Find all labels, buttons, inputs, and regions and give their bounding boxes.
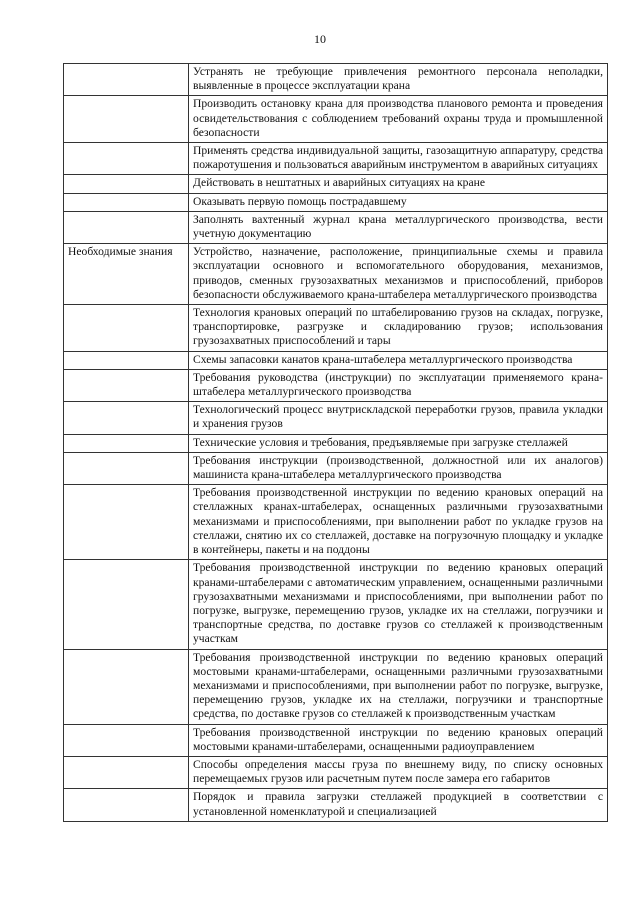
row-label — [64, 756, 189, 788]
row-label — [64, 485, 189, 560]
section-label-knowledge: Необходимые знания — [64, 244, 189, 305]
table-row — [64, 560, 608, 649]
row-label — [64, 402, 189, 434]
requirements-table — [63, 63, 608, 822]
table-row — [64, 434, 608, 452]
row-text: Требования производственной инструкции по ведению крановых операций мостовыми кранами-штабелерами, оснащенными различными грузозахватными механизмами и приспособлениями, при выполнении работ по погрузке, выгрузке, перемещению грузов, укладке их на стеллажи, погрузчики и транспортные средства, по доставке грузов со стеллажей к производственным участкам — [189, 649, 608, 724]
table-row — [64, 143, 608, 175]
table-row — [64, 211, 608, 243]
table-row — [64, 485, 608, 560]
row-text: Требования производственной инструкции по ведению крановых операций кранами-штабелерами с автоматическим управлением, оснащенными различными грузозахватными механизмами и приспособлениями, при выполнении работ по погрузке, выгрузке, перемещению грузов, укладке их на стеллажи, погрузчики и транспортные средства, по доставке грузов со стеллажей к производственным участкам — [189, 560, 608, 649]
table-row — [64, 175, 608, 193]
row-text: Требования инструкции (производственной, должностной или их аналогов) машиниста крана-штабелера металлургического производства — [189, 452, 608, 484]
row-text: Действовать в нештатных и аварийных ситуациях на кране — [189, 175, 608, 193]
row-label — [64, 175, 189, 193]
row-text: Заполнять вахтенный журнал крана металлургического производства, вести учетную документацию — [189, 211, 608, 243]
table-row — [64, 305, 608, 352]
table-row — [64, 351, 608, 369]
row-label — [64, 351, 189, 369]
row-text: Требования производственной инструкции по ведению крановых операций на стеллажных кранах-штабелерах, оснащенных различными грузозахватными механизмами и приспособлениями, при выполнении работ по укладке грузов на стеллажи, снятию их со стеллажей, доставке на погрузочную площадку и укладке в контейнеры, пакеты и на поддоны — [189, 485, 608, 560]
row-text: Устранять не требующие привлечения ремонтного персонала неполадки, выявленные в процессе эксплуатации крана — [189, 64, 608, 96]
table-row — [64, 96, 608, 143]
row-text: Технология крановых операций по штабелированию грузов на складах, погрузке, транспортировке, разгрузке и складированию грузов; использования грузозахватных приспособлений и тары — [189, 305, 608, 352]
row-label — [64, 64, 189, 96]
row-label — [64, 560, 189, 649]
row-label — [64, 369, 189, 401]
table-row — [64, 649, 608, 724]
table-row — [64, 756, 608, 788]
row-label — [64, 649, 189, 724]
row-text: Оказывать первую помощь пострадавшему — [189, 193, 608, 211]
row-text: Способы определения массы груза по внешнему виду, по списку основных перемещаемых грузов или расчетным путем после замера его габаритов — [189, 756, 608, 788]
row-text: Требования руководства (инструкции) по эксплуатации применяемого крана-штабелера металлургического производства — [189, 369, 608, 401]
row-text: Применять средства индивидуальной защиты, газозащитную аппаратуру, средства пожаротушения и пользоваться аварийным инструментом в аварийных ситуациях — [189, 143, 608, 175]
row-text: Устройство, назначение, расположение, принципиальные схемы и правила эксплуатации основного и вспомогательного оборудования, механизмов, приводов, сменных грузозахватных механизмов и приспособлений, приборов безопасности обслуживаемого крана-штабелера металлургического производства — [189, 244, 608, 305]
table-row — [64, 724, 608, 756]
row-text: Схемы запасовки канатов крана-штабелера металлургического производства — [189, 351, 608, 369]
row-label — [64, 143, 189, 175]
row-text: Порядок и правила загрузки стеллажей продукцией в соответствии с установленной номенклатурой и специализацией — [189, 789, 608, 821]
page-number: 10 — [314, 32, 326, 46]
table-row — [64, 402, 608, 434]
row-label — [64, 434, 189, 452]
row-text: Технические условия и требования, предъявляемые при загрузке стеллажей — [189, 434, 608, 452]
row-label — [64, 193, 189, 211]
table-row — [64, 789, 608, 821]
row-text: Технологический процесс внутрискладской переработки грузов, правила укладки и хранения грузов — [189, 402, 608, 434]
table-row — [64, 452, 608, 484]
row-label — [64, 305, 189, 352]
table-row — [64, 193, 608, 211]
row-label — [64, 789, 189, 821]
row-text: Требования производственной инструкции по ведению крановых операций мостовыми кранами-штабелерами, оснащенными радиоуправлением — [189, 724, 608, 756]
row-label — [64, 96, 189, 143]
row-text: Производить остановку крана для производства планового ремонта и проведения освидетельствования с соблюдением требований охраны труда и промышленной безопасности — [189, 96, 608, 143]
table-row — [64, 369, 608, 401]
row-label — [64, 452, 189, 484]
row-label — [64, 211, 189, 243]
table-row — [64, 244, 608, 305]
row-label — [64, 724, 189, 756]
table-row — [64, 64, 608, 96]
